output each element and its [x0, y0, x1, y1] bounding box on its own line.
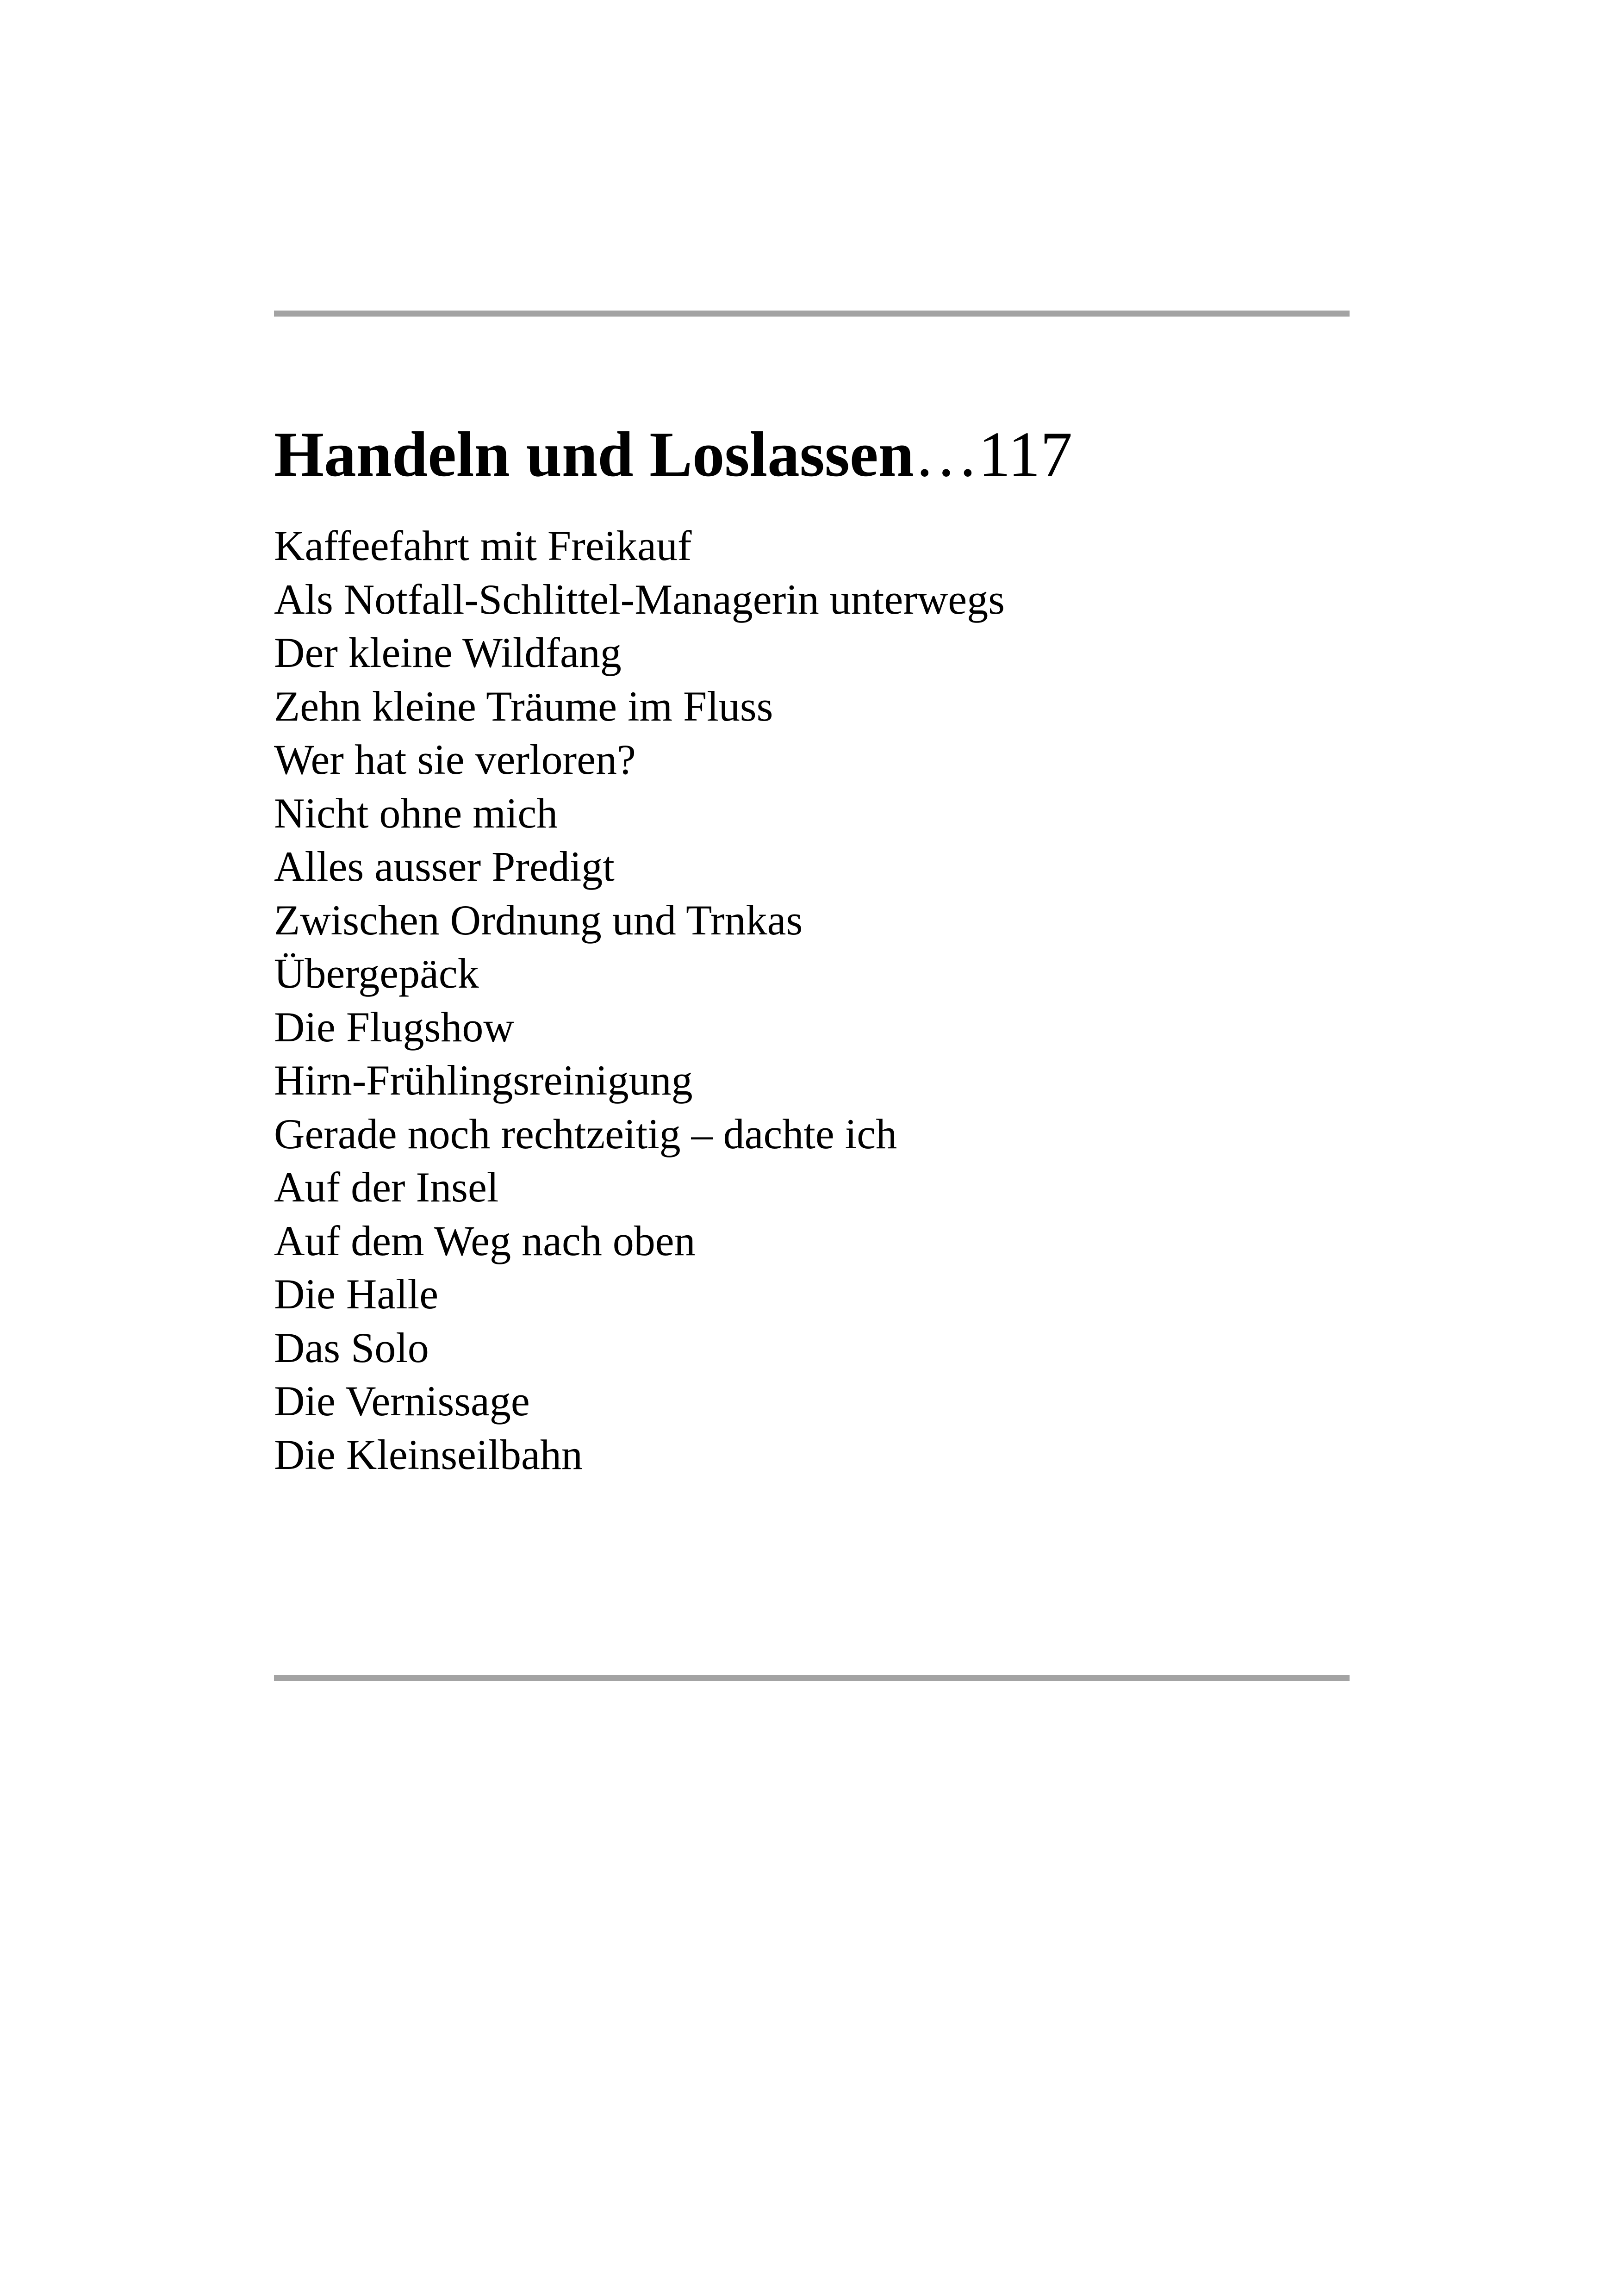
list-item: Wer hat sie verloren?	[274, 736, 636, 783]
list-item: Das Solo	[274, 1324, 429, 1371]
bottom-divider	[274, 1675, 1350, 1681]
list-item: Die Flugshow	[274, 1003, 514, 1051]
list-item: Auf der Insel	[274, 1164, 499, 1211]
list-item: Zwischen Ordnung und Trnkas	[274, 896, 803, 944]
section-page-reference: …117	[914, 419, 1073, 491]
list-item: Gerade noch rechtzeitig – dachte ich	[274, 1110, 897, 1157]
section-heading	[274, 419, 1350, 491]
list-item: Übergepäck	[274, 950, 479, 997]
story-list	[274, 519, 1005, 1481]
list-item: Als Notfall-Schlittel-Managerin unterwegs	[274, 575, 1005, 623]
list-item: Die Halle	[274, 1270, 439, 1318]
list-item: Der kleine Wildfang	[274, 629, 622, 676]
list-item: Kaffeefahrt mit Freikauf	[274, 522, 692, 569]
list-item: Zehn kleine Träume im Fluss	[274, 682, 773, 730]
list-item: Nicht ohne mich	[274, 789, 558, 837]
section-title: Handeln und Loslassen	[274, 419, 914, 491]
list-item: Auf dem Weg nach oben	[274, 1217, 696, 1264]
list-item: Die Kleinseilbahn	[274, 1431, 583, 1478]
list-item: Alles ausser Predigt	[274, 843, 615, 890]
top-divider	[274, 311, 1350, 317]
list-item: Hirn-Frühlingsreinigung	[274, 1057, 693, 1104]
list-item: Die Vernissage	[274, 1377, 530, 1425]
